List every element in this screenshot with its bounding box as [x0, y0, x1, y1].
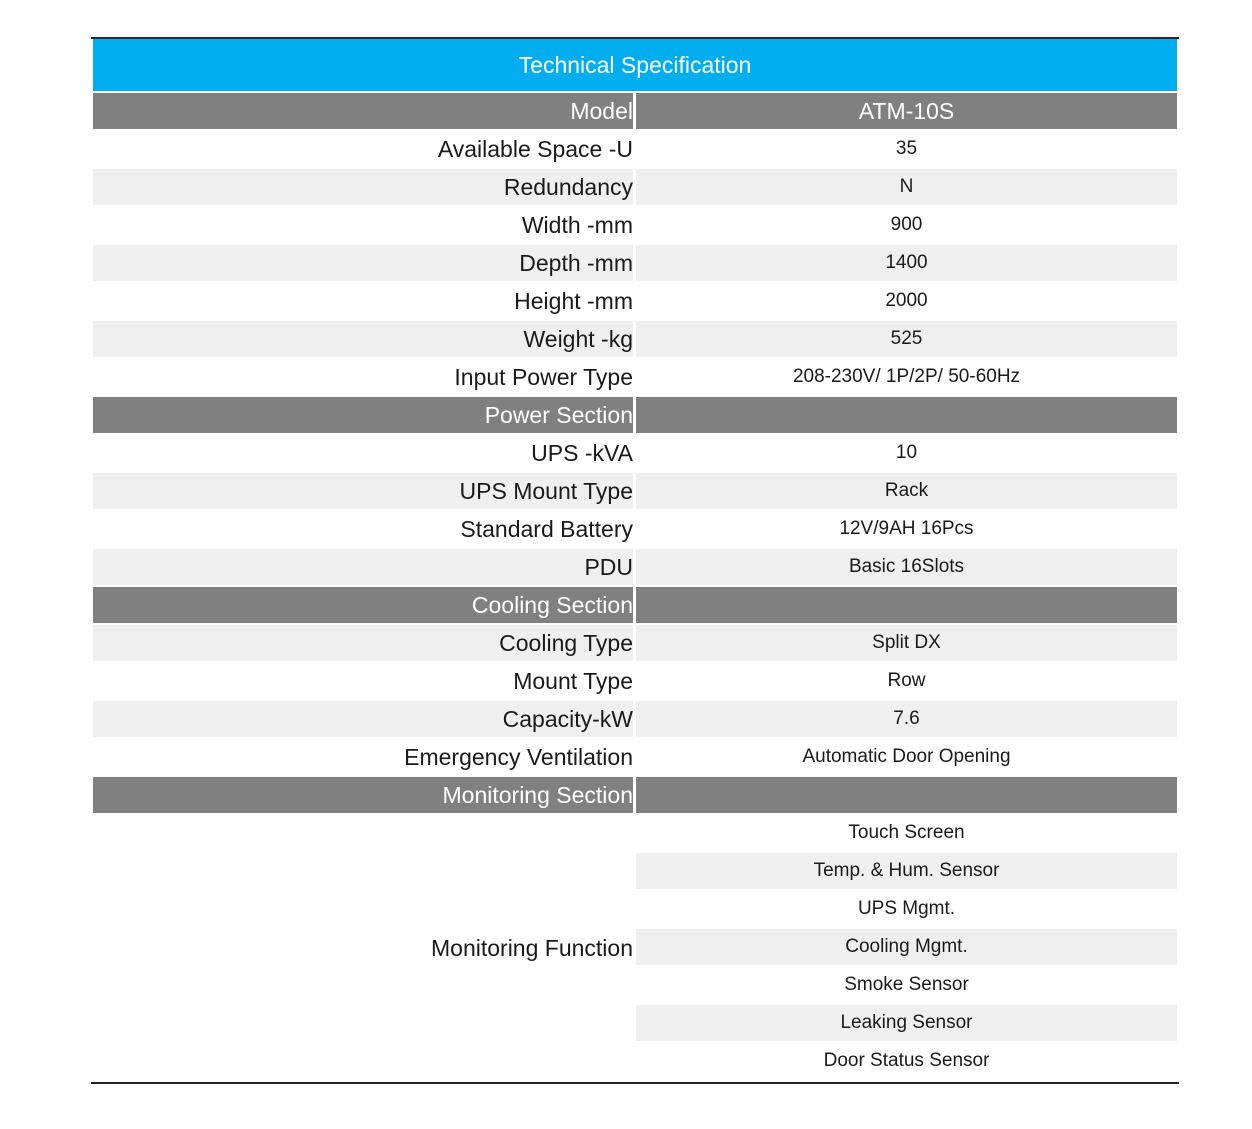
spec-row-cooling-type [93, 625, 1177, 663]
spec-value: 12V/9AH 16Pcs [839, 518, 974, 539]
monitoring-function-value: Smoke Sensor [844, 974, 969, 995]
spec-value: 208-230V/ 1P/2P/ 50-60Hz [792, 366, 1021, 387]
monitoring-function-label: Monitoring Function [431, 934, 633, 961]
spec-label: Weight -kg [93, 321, 633, 357]
spec-row-depth [93, 245, 1177, 283]
list-item [636, 967, 1177, 1005]
monitoring-function-value: Touch Screen [848, 822, 965, 843]
spec-value: Split DX [636, 625, 1177, 661]
table-title: Technical Specification [93, 39, 1177, 91]
list-item [636, 891, 1177, 929]
monitoring-function-list [636, 815, 1177, 1081]
monitoring-function-value: Cooling Mgmt. [636, 929, 1177, 965]
spec-value: Rack [636, 473, 1177, 509]
section-blank [636, 397, 1177, 433]
spec-value: Automatic Door Opening [802, 746, 1011, 767]
spec-value: Basic 16Slots [636, 549, 1177, 585]
spec-label: UPS Mount Type [93, 473, 633, 509]
spec-row-battery [93, 511, 1177, 549]
spec-label: Redundancy [93, 169, 633, 205]
spec-table [93, 93, 1177, 1081]
section-title: Monitoring Section [93, 777, 633, 813]
spec-label: Input Power Type [454, 363, 633, 390]
spec-row-height [93, 283, 1177, 321]
spec-label: Capacity-kW [93, 701, 633, 737]
spec-value: 35 [895, 138, 918, 159]
section-title: Cooling Section [93, 587, 633, 623]
spec-row-pdu [93, 549, 1177, 587]
monitoring-function-value: Temp. & Hum. Sensor [636, 853, 1177, 889]
section-header-cooling [93, 587, 1177, 625]
spec-label: Emergency Ventilation [404, 743, 633, 770]
monitoring-function-block [93, 815, 1177, 1081]
section-header-power [93, 397, 1177, 435]
spec-row-width [93, 207, 1177, 245]
spec-label: Standard Battery [460, 515, 633, 542]
spec-row-available-space [93, 131, 1177, 169]
spec-value: N [636, 169, 1177, 205]
spec-value: 10 [895, 442, 918, 463]
list-item [636, 1043, 1177, 1081]
spec-row-input-power [93, 359, 1177, 397]
spec-row-ups-kva [93, 435, 1177, 473]
spec-row-emergency-ventilation [93, 739, 1177, 777]
spec-label: Cooling Type [93, 625, 633, 661]
model-label: Model [93, 93, 633, 129]
monitoring-function-value: Door Status Sensor [823, 1050, 990, 1071]
section-blank [636, 777, 1177, 813]
spec-row-ups-mount [93, 473, 1177, 511]
bottom-rule [91, 1082, 1179, 1084]
spec-label: Mount Type [513, 667, 633, 694]
model-header-row [93, 93, 1177, 131]
spec-value: 900 [890, 214, 923, 235]
spec-label: Width -mm [521, 211, 633, 238]
section-header-monitoring [93, 777, 1177, 815]
spec-row-weight [93, 321, 1177, 359]
spec-label: UPS -kVA [531, 439, 633, 466]
list-item [636, 853, 1177, 891]
list-item [636, 929, 1177, 967]
monitoring-function-value: Leaking Sensor [636, 1005, 1177, 1041]
spec-row-redundancy [93, 169, 1177, 207]
spec-label: Height -mm [514, 287, 633, 314]
list-item [636, 1005, 1177, 1043]
list-item [636, 815, 1177, 853]
spec-value: 2000 [885, 290, 928, 311]
section-title: Power Section [93, 397, 633, 433]
spec-value: 525 [636, 321, 1177, 357]
monitoring-function-value: UPS Mgmt. [857, 898, 956, 919]
spec-label: PDU [93, 549, 633, 585]
section-blank [636, 587, 1177, 623]
spec-value: 7.6 [636, 701, 1177, 737]
spec-value: Row [887, 670, 926, 691]
spec-value: 1400 [636, 245, 1177, 281]
spec-label: Depth -mm [93, 245, 633, 281]
spec-label: Available Space -U [437, 135, 633, 162]
model-value: ATM-10S [636, 93, 1177, 129]
spec-row-capacity [93, 701, 1177, 739]
spec-row-mount-type [93, 663, 1177, 701]
